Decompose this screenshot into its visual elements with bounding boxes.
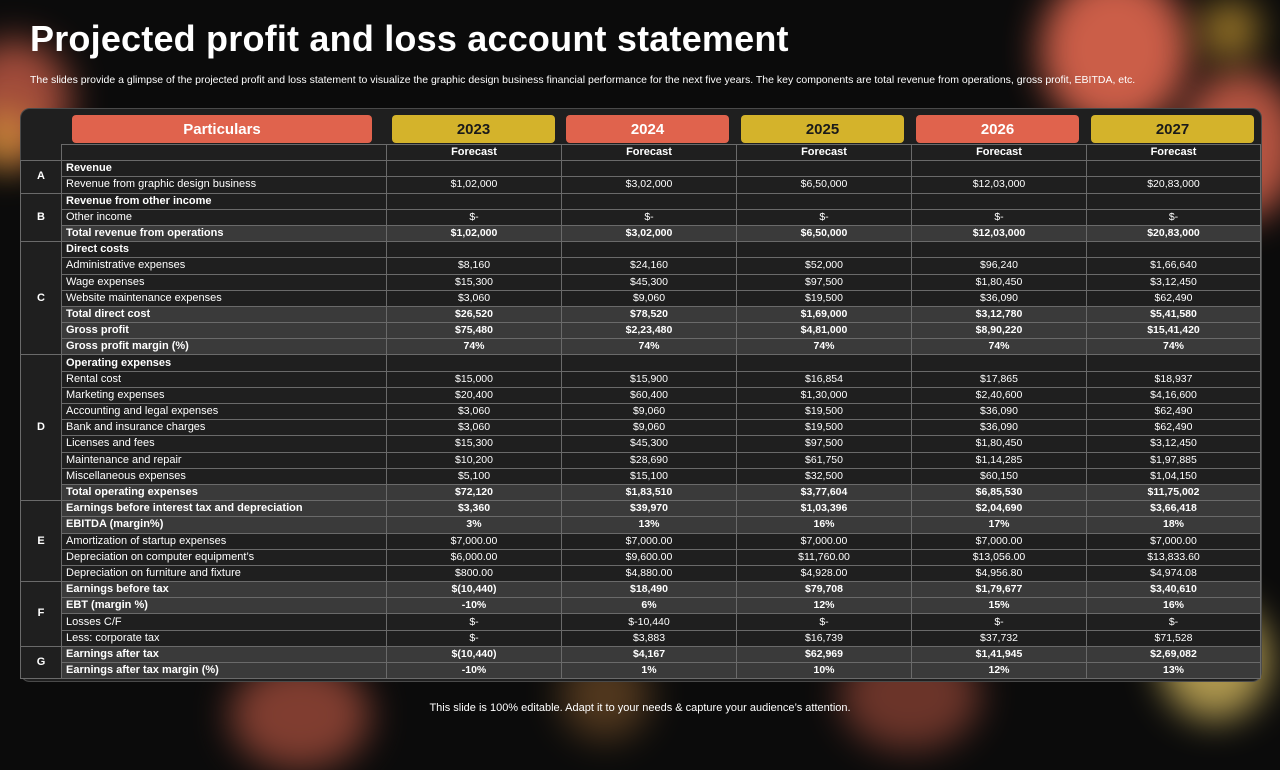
table-row [21,242,1261,258]
value-cell: $- [912,614,1087,630]
table-row [21,404,1261,420]
value-cell: $60,400 [562,387,737,403]
value-cell: 13% [562,517,737,533]
value-cell [737,242,912,258]
value-cell [562,193,737,209]
table-row [21,161,1261,177]
value-cell: $1,80,450 [912,274,1087,290]
table-row [21,209,1261,225]
value-cell: $36,090 [912,290,1087,306]
value-cell: -10% [387,598,562,614]
value-cell: $39,970 [562,501,737,517]
value-cell: $11,75,002 [1087,484,1261,500]
table-row [21,646,1261,662]
value-cell: 74% [912,339,1087,355]
value-cell: $4,880.00 [562,565,737,581]
value-cell: $1,04,150 [1087,468,1261,484]
decor-blob [1200,0,1260,60]
value-cell: $10,200 [387,452,562,468]
row-label: Losses C/F [62,614,387,630]
value-cell: $- [387,630,562,646]
value-cell: $15,000 [387,371,562,387]
section-marker: G [21,646,62,678]
row-label: Depreciation on computer equipment’s [62,549,387,565]
value-cell: $8,160 [387,258,562,274]
value-cell: $17,865 [912,371,1087,387]
forecast-label: Forecast [737,145,912,161]
value-cell: $78,520 [562,306,737,322]
row-label: Revenue from graphic design business [62,177,387,193]
value-cell: $13,056.00 [912,549,1087,565]
value-cell [737,355,912,371]
value-cell: $-10,440 [562,614,737,630]
value-cell [1087,242,1261,258]
value-cell: $32,500 [737,468,912,484]
row-label: Total operating expenses [62,484,387,500]
row-label: Depreciation on furniture and fixture [62,565,387,581]
value-cell: 16% [737,517,912,533]
value-cell: $3,02,000 [562,225,737,241]
row-label: Earnings before tax [62,582,387,598]
value-cell: $19,500 [737,404,912,420]
value-cell [1087,161,1261,177]
value-cell: $9,060 [562,404,737,420]
row-label: Rental cost [62,371,387,387]
value-cell: $5,100 [387,468,562,484]
forecast-label: Forecast [912,145,1087,161]
value-cell: 12% [737,598,912,614]
value-cell: $1,41,945 [912,646,1087,662]
page-title: Projected profit and loss account statement [30,18,789,59]
value-cell: $3,060 [387,420,562,436]
value-cell: $6,50,000 [737,225,912,241]
value-cell: $- [737,614,912,630]
row-label: Website maintenance expenses [62,290,387,306]
value-cell: $15,100 [562,468,737,484]
value-cell: $28,690 [562,452,737,468]
value-cell: $12,03,000 [912,225,1087,241]
row-label: Revenue [62,161,387,177]
value-cell: $62,490 [1087,420,1261,436]
section-marker: D [21,355,62,501]
value-cell: $1,30,000 [737,387,912,403]
value-cell [1087,193,1261,209]
value-cell: $52,000 [737,258,912,274]
table-row [21,371,1261,387]
table-row [21,339,1261,355]
value-cell: $1,14,285 [912,452,1087,468]
value-cell: $- [562,209,737,225]
value-cell: $1,97,885 [1087,452,1261,468]
value-cell: $- [737,209,912,225]
table-row [21,258,1261,274]
value-cell: $18,490 [562,582,737,598]
row-label: Gross profit margin (%) [62,339,387,355]
value-cell: $19,500 [737,290,912,306]
header-year-2025: 2025 [741,115,904,143]
value-cell: $71,528 [1087,630,1261,646]
table-row [21,582,1261,598]
value-cell [562,355,737,371]
value-cell: $3,12,450 [1087,436,1261,452]
value-cell: $1,02,000 [387,177,562,193]
value-cell [387,161,562,177]
header-year-2023: 2023 [392,115,555,143]
table-row [21,452,1261,468]
row-label: Gross profit [62,323,387,339]
value-cell: $(10,440) [387,646,562,662]
value-cell [912,161,1087,177]
value-cell: 1% [562,663,737,679]
value-cell: $26,520 [387,306,562,322]
table-row [21,387,1261,403]
value-cell: $4,974.08 [1087,565,1261,581]
value-cell: $2,40,600 [912,387,1087,403]
header-year-2026: 2026 [916,115,1079,143]
table-row [21,323,1261,339]
row-label: Direct costs [62,242,387,258]
table-row [21,290,1261,306]
table-row [21,549,1261,565]
value-cell: $4,167 [562,646,737,662]
value-cell: 74% [737,339,912,355]
table-row [21,630,1261,646]
value-cell: $62,490 [1087,290,1261,306]
row-label: Wage expenses [62,274,387,290]
value-cell: $3,66,418 [1087,501,1261,517]
value-cell [912,355,1087,371]
value-cell [912,242,1087,258]
section-marker: B [21,193,62,242]
value-cell [912,193,1087,209]
table-row [21,663,1261,679]
table-row [21,436,1261,452]
value-cell [737,161,912,177]
value-cell: $7,000.00 [1087,533,1261,549]
value-cell: 74% [562,339,737,355]
value-cell [562,242,737,258]
header-year-2024: 2024 [566,115,729,143]
value-cell: $15,900 [562,371,737,387]
table-row [21,193,1261,209]
table-row [21,533,1261,549]
value-cell: $37,732 [912,630,1087,646]
table-row [21,420,1261,436]
forecast-label: Forecast [1087,145,1261,161]
value-cell: $2,23,480 [562,323,737,339]
value-cell: $19,500 [737,420,912,436]
value-cell: $1,03,396 [737,501,912,517]
value-cell: $18,937 [1087,371,1261,387]
value-cell: $61,750 [737,452,912,468]
section-marker: E [21,501,62,582]
value-cell: $8,90,220 [912,323,1087,339]
value-cell: -10% [387,663,562,679]
value-cell: $800.00 [387,565,562,581]
row-label: Amortization of startup expenses [62,533,387,549]
value-cell: $15,300 [387,436,562,452]
value-cell: $1,02,000 [387,225,562,241]
value-cell: $6,000.00 [387,549,562,565]
value-cell: $4,81,000 [737,323,912,339]
value-cell: $15,300 [387,274,562,290]
value-cell: $9,600.00 [562,549,737,565]
row-label: Miscellaneous expenses [62,468,387,484]
table-row [21,614,1261,630]
value-cell: $20,83,000 [1087,177,1261,193]
value-cell: $7,000.00 [562,533,737,549]
value-cell: $4,928.00 [737,565,912,581]
row-label: Less: corporate tax [62,630,387,646]
value-cell: $12,03,000 [912,177,1087,193]
value-cell: $7,000.00 [737,533,912,549]
value-cell [1087,355,1261,371]
value-cell: $6,50,000 [737,177,912,193]
value-cell: $24,160 [562,258,737,274]
value-cell: 74% [387,339,562,355]
value-cell: $16,739 [737,630,912,646]
value-cell: $4,956.80 [912,565,1087,581]
value-cell [387,193,562,209]
value-cell: $97,500 [737,274,912,290]
table-row [21,484,1261,500]
value-cell: $15,41,420 [1087,323,1261,339]
value-cell: $16,854 [737,371,912,387]
value-cell: $62,490 [1087,404,1261,420]
value-cell: $11,760.00 [737,549,912,565]
value-cell: $4,16,600 [1087,387,1261,403]
footer-note: This slide is 100% editable. Adapt it to your needs & capture your audience’s attention. [429,702,851,714]
value-cell: $45,300 [562,274,737,290]
value-cell: $75,480 [387,323,562,339]
value-cell: $36,090 [912,420,1087,436]
value-cell: $1,69,000 [737,306,912,322]
table-row [21,598,1261,614]
row-label: Earnings after tax [62,646,387,662]
value-cell: 12% [912,663,1087,679]
table-row [21,355,1261,371]
pl-table [20,144,1261,679]
row-label: Other income [62,209,387,225]
value-cell: $2,69,082 [1087,646,1261,662]
value-cell: $79,708 [737,582,912,598]
value-cell: $3,40,610 [1087,582,1261,598]
value-cell: $9,060 [562,290,737,306]
value-cell: 3% [387,517,562,533]
section-marker: F [21,582,62,647]
forecast-label: Forecast [387,145,562,161]
value-cell: $13,833.60 [1087,549,1261,565]
value-cell: $20,83,000 [1087,225,1261,241]
value-cell: 13% [1087,663,1261,679]
value-cell: $3,060 [387,404,562,420]
value-cell: 18% [1087,517,1261,533]
forecast-label: Forecast [562,145,737,161]
value-cell: $7,000.00 [912,533,1087,549]
value-cell: $1,80,450 [912,436,1087,452]
row-label: Bank and insurance charges [62,420,387,436]
page-subtitle: The slides provide a glimpse of the projected profit and loss statement to visualize the graphic design business financial performance for the next five years. The key components are total revenue from operations, gross profit, EBITDA, etc. [30,74,1136,86]
value-cell: $- [1087,614,1261,630]
value-cell: $- [1087,209,1261,225]
forecast-row [21,145,1261,161]
value-cell [387,242,562,258]
value-cell: $5,41,580 [1087,306,1261,322]
value-cell: $3,883 [562,630,737,646]
value-cell [387,355,562,371]
value-cell: $- [387,614,562,630]
row-label: Total revenue from operations [62,225,387,241]
value-cell: $3,02,000 [562,177,737,193]
row-label: EBT (margin %) [62,598,387,614]
value-cell: 15% [912,598,1087,614]
value-cell: $20,400 [387,387,562,403]
table-row [21,468,1261,484]
value-cell: $- [387,209,562,225]
value-cell: 17% [912,517,1087,533]
value-cell: $(10,440) [387,582,562,598]
header-particulars: Particulars [72,115,372,143]
table-row [21,177,1261,193]
row-label: Licenses and fees [62,436,387,452]
table-row [21,225,1261,241]
header-year-2027: 2027 [1091,115,1254,143]
value-cell: $97,500 [737,436,912,452]
section-marker: A [21,161,62,193]
value-cell: 74% [1087,339,1261,355]
row-label: Revenue from other income [62,193,387,209]
table-row [21,517,1261,533]
value-cell: 16% [1087,598,1261,614]
value-cell: $45,300 [562,436,737,452]
row-label: Marketing expenses [62,387,387,403]
value-cell: 6% [562,598,737,614]
value-cell: $- [912,209,1087,225]
row-label: Earnings before interest tax and depreciation [62,501,387,517]
value-cell: 10% [737,663,912,679]
value-cell: $60,150 [912,468,1087,484]
value-cell: $1,83,510 [562,484,737,500]
value-cell: $36,090 [912,404,1087,420]
table-row [21,306,1261,322]
row-label: Maintenance and repair [62,452,387,468]
value-cell: $2,04,690 [912,501,1087,517]
value-cell: $3,360 [387,501,562,517]
value-cell: $3,12,450 [1087,274,1261,290]
value-cell: $72,120 [387,484,562,500]
row-label: Administrative expenses [62,258,387,274]
value-cell [562,161,737,177]
value-cell: $6,85,530 [912,484,1087,500]
value-cell: $3,060 [387,290,562,306]
row-label: EBITDA (margin%) [62,517,387,533]
value-cell: $9,060 [562,420,737,436]
value-cell: $7,000.00 [387,533,562,549]
row-label: Operating expenses [62,355,387,371]
section-marker: C [21,242,62,355]
table-row [21,501,1261,517]
row-label: Earnings after tax margin (%) [62,663,387,679]
table-row [21,565,1261,581]
row-label: Accounting and legal expenses [62,404,387,420]
value-cell [737,193,912,209]
value-cell: $62,969 [737,646,912,662]
row-label: Total direct cost [62,306,387,322]
value-cell: $3,12,780 [912,306,1087,322]
value-cell: $3,77,604 [737,484,912,500]
value-cell: $1,66,640 [1087,258,1261,274]
value-cell: $96,240 [912,258,1087,274]
value-cell: $1,79,677 [912,582,1087,598]
table-row [21,274,1261,290]
